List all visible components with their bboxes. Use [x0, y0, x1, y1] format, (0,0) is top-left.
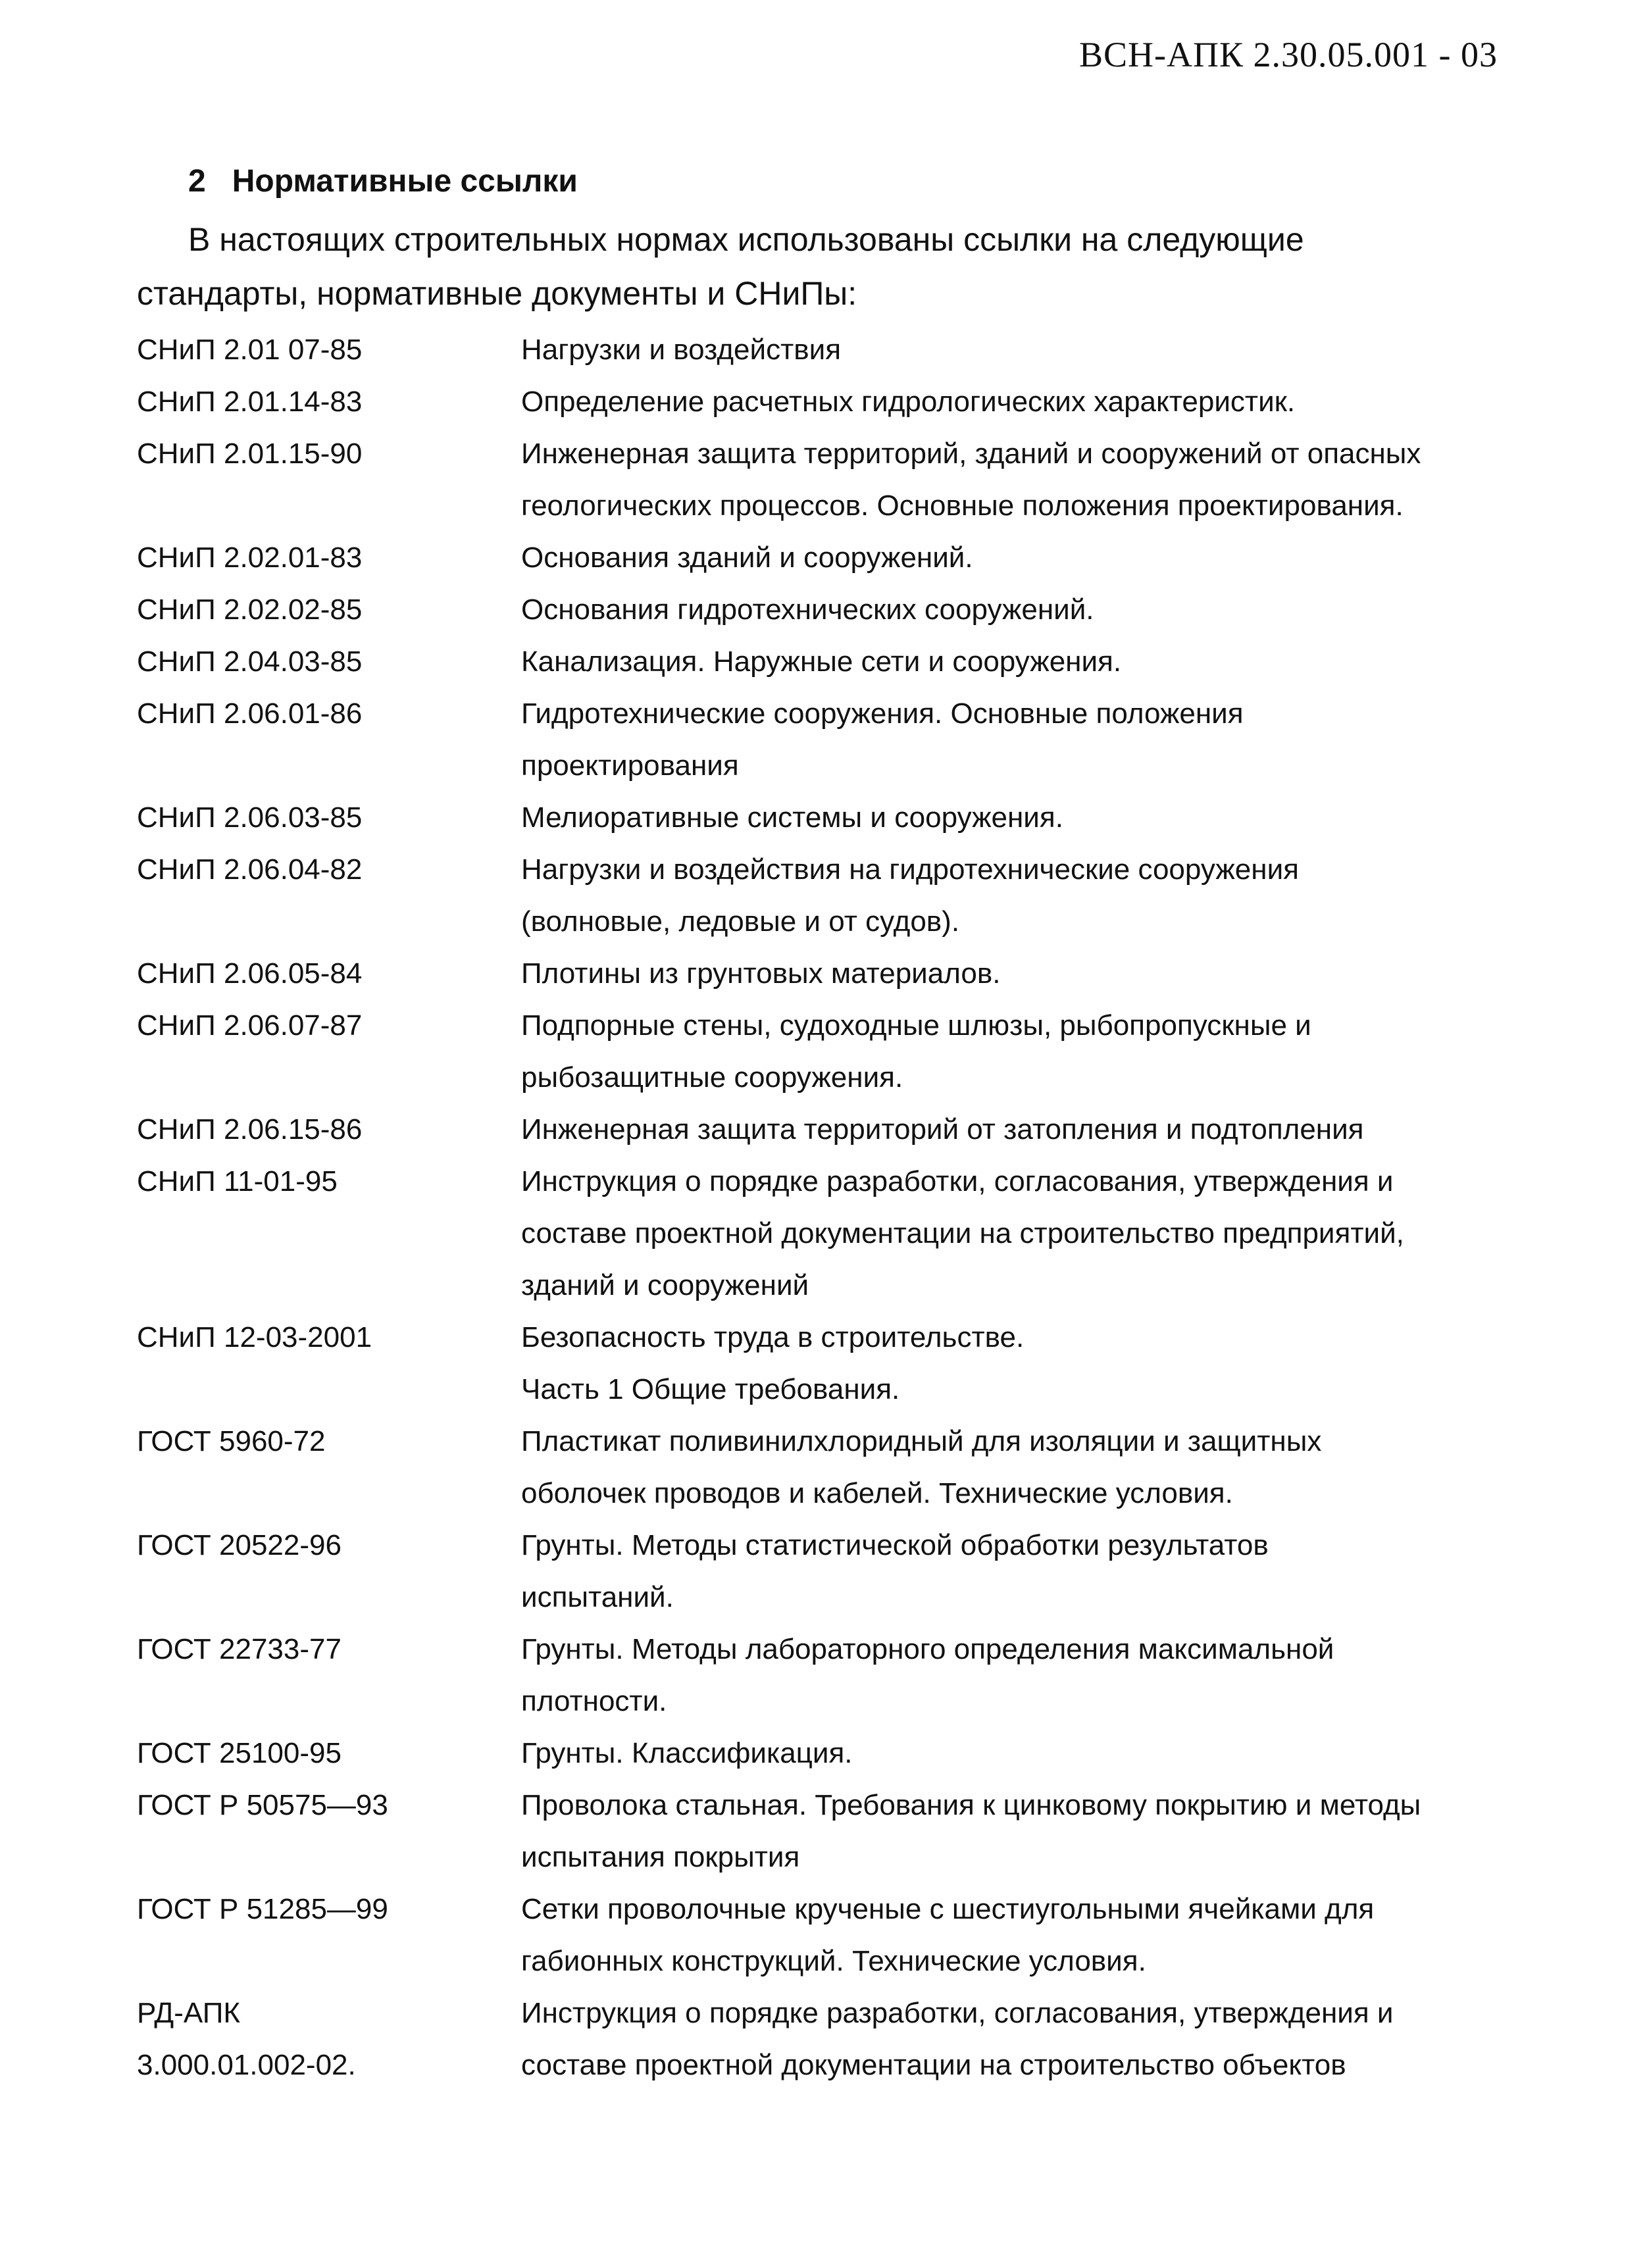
reference-row — [137, 1727, 1538, 1779]
reference-code: СНиП 2.02.01-83 — [137, 542, 363, 574]
reference-code: СНиП 2.01.15-90 — [137, 438, 363, 470]
reference-code: РД-АПК 3.000.01.002-02. — [137, 1997, 356, 2081]
reference-row — [137, 1883, 1538, 1987]
reference-title: Основания зданий и сооружений. — [521, 542, 973, 574]
reference-row — [137, 584, 1538, 636]
reference-code: СНиП 2.06.15-86 — [137, 1113, 363, 1146]
reference-row — [137, 636, 1538, 688]
reference-title: Канализация. Наружные сети и сооружения. — [521, 645, 1122, 678]
reference-row — [137, 1311, 1538, 1415]
reference-code: СНиП 2.01.14-83 — [137, 386, 363, 418]
reference-title: Нагрузки и воздействия на гидротехнические сооружения (волновые, ледовые и от судов). — [521, 853, 1299, 938]
reference-title: Сетки проволочные крученые с шестиугольными ячейками для габионных конструкций. Технические условия. — [521, 1893, 1375, 1977]
reference-row — [137, 844, 1538, 947]
reference-code: СНиП 2.06.04-82 — [137, 853, 363, 886]
reference-code: ГОСТ Р 51285—99 — [137, 1893, 388, 1925]
reference-code: ГОСТ Р 50575—93 — [137, 1789, 388, 1821]
reference-title: Нагрузки и воздействия — [521, 334, 842, 366]
reference-title: Инструкция о порядке разработки, согласования, утверждения и составе проектной документации на строительство объектов — [521, 1997, 1394, 2081]
reference-row — [137, 1779, 1538, 1883]
reference-title: Гидротехнические сооружения. Основные положения проектирования — [521, 697, 1244, 782]
reference-code: ГОСТ 5960-72 — [137, 1425, 326, 1457]
reference-row — [137, 1103, 1538, 1155]
reference-code: ГОСТ 20522-96 — [137, 1529, 342, 1561]
intro-line-2: стандарты, нормативные документы и СНиПы: — [137, 275, 857, 312]
reference-title: Инженерная защита территорий, зданий и сооружений от опасных геологических процессов. Основные положения проектирования. — [521, 438, 1421, 522]
page-header-doc-code: ВСН-АПК 2.30.05.001 - 03 — [1079, 35, 1498, 74]
reference-title: Грунты. Методы лабораторного определения максимальной плотности. — [521, 1633, 1334, 1717]
reference-row — [137, 428, 1538, 532]
reference-title: Основания гидротехнических сооружений. — [521, 593, 1094, 626]
reference-row — [137, 1155, 1538, 1311]
reference-code: СНиП 2.06.03-85 — [137, 801, 363, 834]
reference-code: СНиП 2.04.03-85 — [137, 645, 363, 678]
reference-title: Инженерная защита территорий от затопления и подтопления — [521, 1113, 1364, 1146]
reference-code: СНиП 11-01-95 — [137, 1165, 338, 1197]
intro-line-1: В настоящих строительных нормах использованы ссылки на следующие — [188, 221, 1304, 258]
reference-title: Безопасность труда в строительстве. Часть 1 Общие требования. — [521, 1321, 1025, 1405]
reference-row — [137, 688, 1538, 792]
section-title: Нормативные ссылки — [232, 164, 578, 199]
reference-code: СНиП 2.06.01-86 — [137, 697, 363, 730]
reference-title: Плотины из грунтовых материалов. — [521, 957, 1001, 990]
reference-title: Инструкция о порядке разработки, согласования, утверждения и составе проектной документации на строительство предприятий, зданий и сооружений — [521, 1165, 1404, 1301]
reference-code: СНиП 2.06.07-87 — [137, 1009, 363, 1042]
reference-code: СНиП 2.01 07-85 — [137, 334, 363, 366]
reference-title: Мелиоративные системы и сооружения. — [521, 801, 1063, 834]
reference-row — [137, 1519, 1538, 1623]
reference-row — [137, 376, 1538, 428]
reference-row — [137, 1987, 1538, 2091]
reference-code: СНиП 2.02.02-85 — [137, 593, 363, 626]
reference-title: Грунты. Методы статистической обработки результатов испытаний. — [521, 1529, 1269, 1613]
reference-title: Пластикат поливинилхлоридный для изоляции и защитных оболочек проводов и кабелей. Технические условия. — [521, 1425, 1322, 1509]
reference-row — [137, 324, 1538, 376]
reference-title: Грунты. Классификация. — [521, 1737, 853, 1769]
reference-code: СНиП 2.06.05-84 — [137, 957, 363, 990]
reference-title: Проволока стальная. Требования к цинковому покрытию и методы испытания покрытия — [521, 1789, 1421, 1873]
reference-code: ГОСТ 22733-77 — [137, 1633, 342, 1665]
reference-row — [137, 532, 1538, 584]
reference-title: Подпорные стены, судоходные шлюзы, рыбопропускные и рыбозащитные сооружения. — [521, 1009, 1311, 1094]
references-list — [137, 324, 1538, 2091]
reference-row — [137, 792, 1538, 844]
reference-code: ГОСТ 25100-95 — [137, 1737, 342, 1769]
reference-row — [137, 999, 1538, 1103]
reference-title: Определение расчетных гидрологических характеристик. — [521, 386, 1296, 418]
section-number: 2 — [188, 164, 206, 199]
reference-row — [137, 947, 1538, 999]
reference-row — [137, 1415, 1538, 1519]
reference-code: СНиП 12-03-2001 — [137, 1321, 372, 1353]
intro-paragraph — [137, 213, 1519, 320]
reference-row — [137, 1623, 1538, 1727]
section-heading — [188, 163, 578, 199]
